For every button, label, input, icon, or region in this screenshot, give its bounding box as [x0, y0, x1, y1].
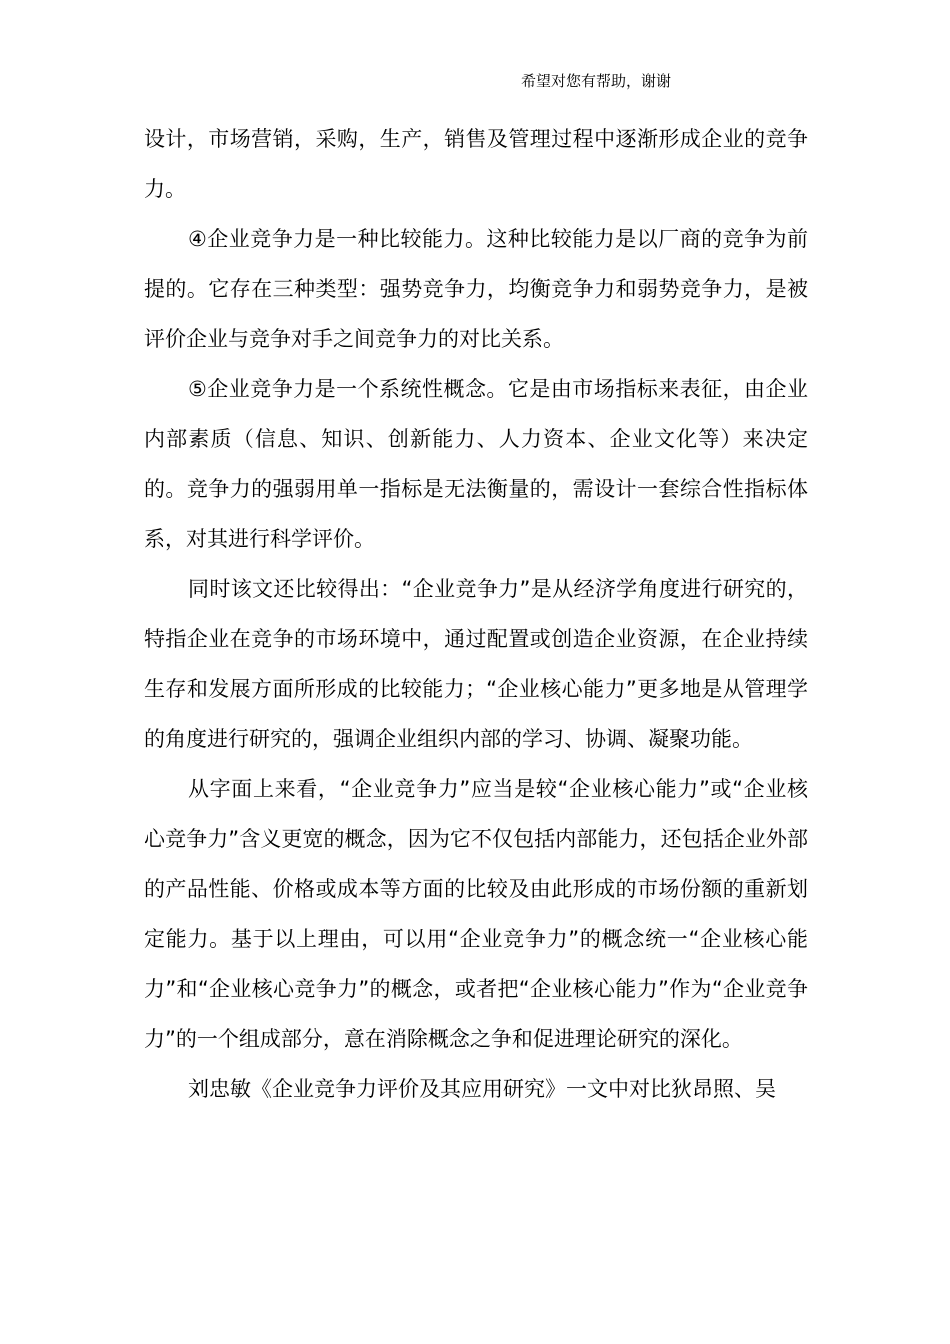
paragraph-5: 从字面上来看，“企业竞争力”应当是较“企业核心能力”或“企业核心竞争力”含义更宽的概念，因为它不仅包括内部能力，还包括企业外部的产品性能、价格或成本等方面的比较及由此形成的市场份额的重新划定能力。基于以上理由，可以用“企业竞争力”的概念统一“企业核心能力”和“企业核心竞争力”的概念，或者把“企业核心能力”作为“企业竞争力”的一个组成部分，意在消除概念之争和促进理论研究的深化。	[144, 777, 808, 1051]
paragraph-3: ⑤企业竞争力是一个系统性概念。它是由市场指标来表征，由企业内部素质（信息、知识、创新能力、人力资本、企业文化等）来决定的。竞争力的强弱用单一指标是无法衡量的，需设计一套综合性指标体系，对其进行科学评价。	[144, 377, 808, 551]
paragraph-4: 同时该文还比较得出：“企业竞争力”是从经济学角度进行研究的，特指企业在竞争的市场环境中，通过配置或创造企业资源，在企业持续生存和发展方面所形成的比较能力；“企业核心能力”更多地是从管理学的角度进行研究的，强调企业组织内部的学习、协调、凝聚功能。	[144, 577, 808, 751]
paragraph-1: 设计，市场营销，采购，生产，销售及管理过程中逐渐形成企业的竞争力。	[144, 127, 808, 201]
page-header: 希望对您有帮助，谢谢	[521, 72, 672, 90]
document-body	[144, 114, 808, 1114]
paragraph-6: 刘忠敏《企业竞争力评价及其应用研究》一文中对比狄昂照、吴	[188, 1077, 776, 1101]
paragraph-2: ④企业竞争力是一种比较能力。这种比较能力是以厂商的竞争为前提的。它存在三种类型：强势竞争力，均衡竞争力和弱势竞争力，是被评价企业与竞争对手之间竞争力的对比关系。	[144, 227, 808, 351]
